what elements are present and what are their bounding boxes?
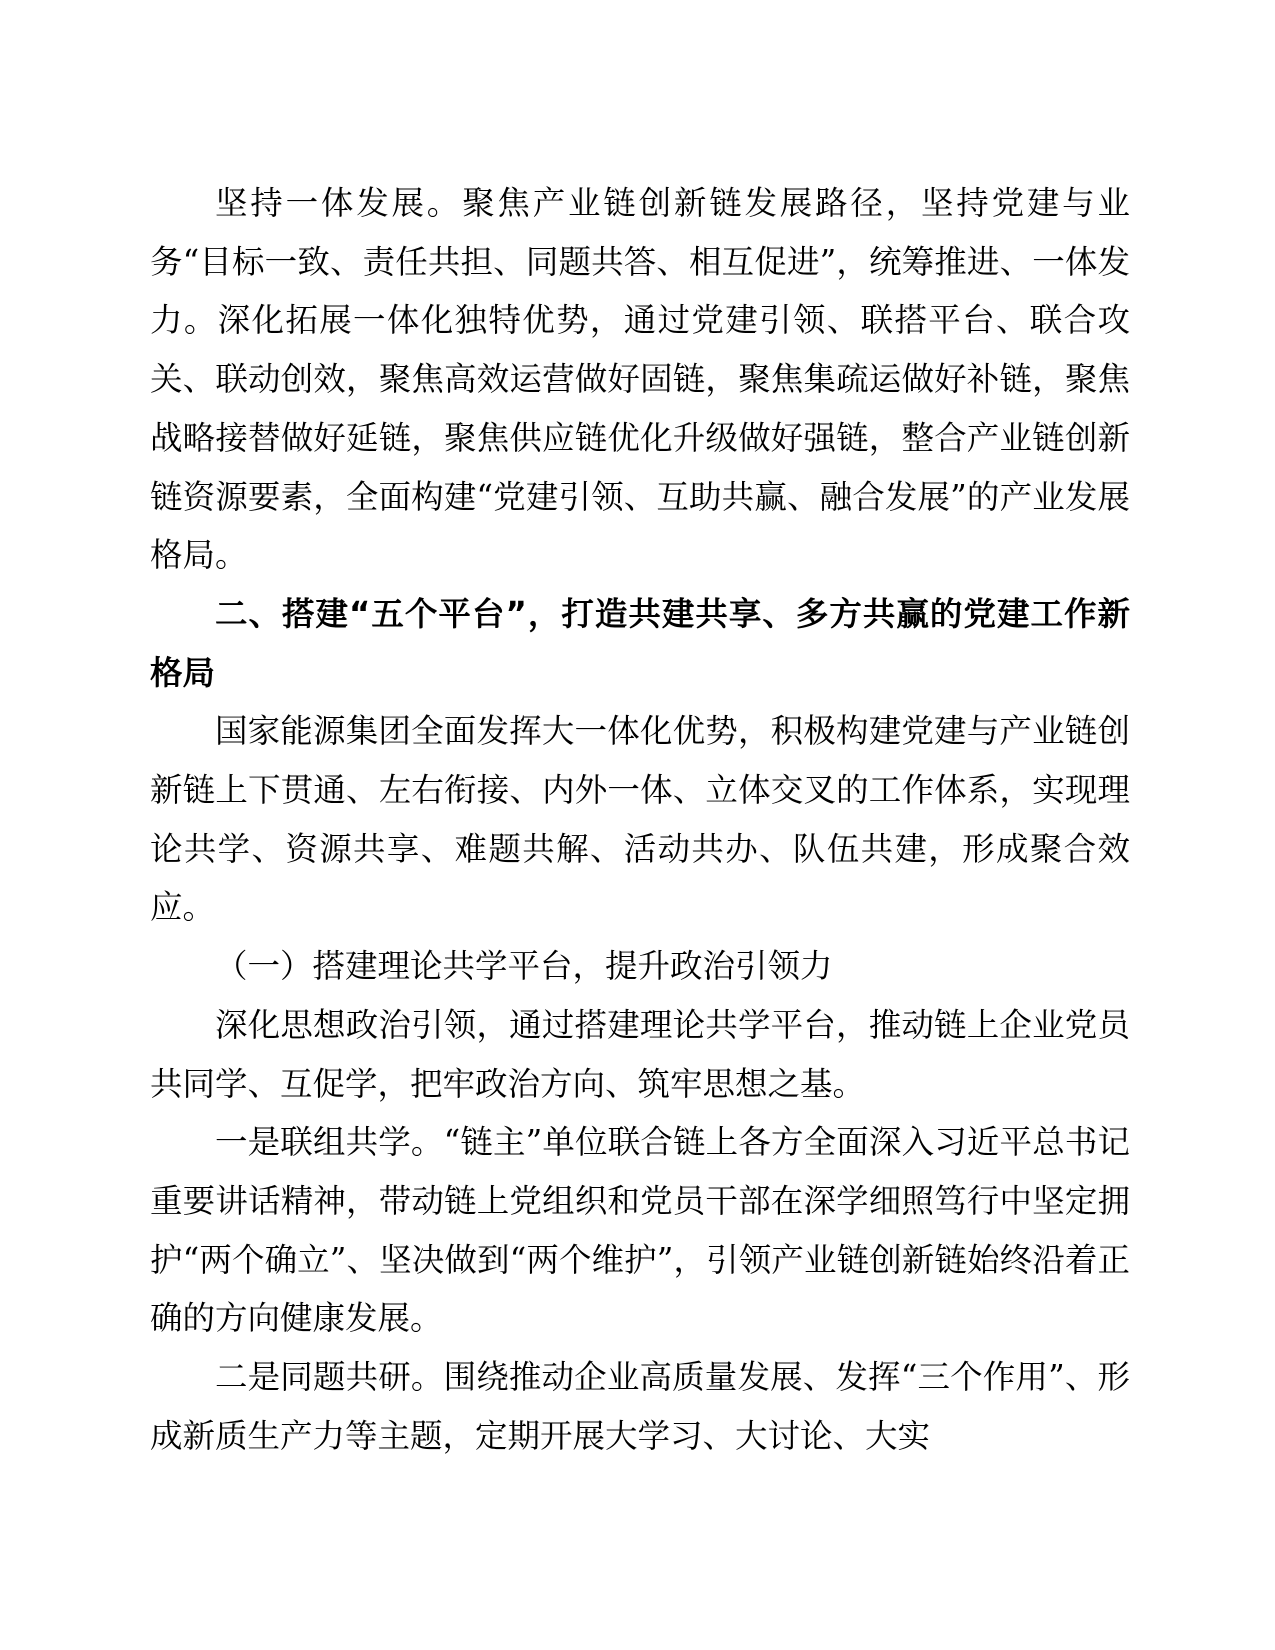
paragraph-joint-study: 一是联组共学。“链主”单位联合链上各方全面深入习近平总书记重要讲话精神，带动链上党组织和党员干部在深学细照笃行中坚定拥护“两个确立”、坚决做到“两个维护”，引领产业链创新链始终沿着正确的方向健康发展。 <box>150 1123 1130 1338</box>
paragraph-joint-research: 二是同题共研。围绕推动企业高质量发展、发挥“三个作用”、形成新质生产力等主题，定期开展大学习、大讨论、大实 <box>150 1358 1130 1455</box>
section-heading-five-platforms: 二、搭建“五个平台”，打造共建共享、多方共赢的党建工作新格局 <box>150 594 1130 692</box>
document-page <box>150 174 1130 1465</box>
subheading-theory-platform: （一）搭建理论共学平台，提升政治引领力 <box>215 947 833 986</box>
paragraph-integrated-development: 坚持一体发展。聚焦产业链创新链发展路径，坚持党建与业务“目标一致、责任共担、同题共答、相互促进”，统筹推进、一体发力。深化拓展一体化独特优势，通过党建引领、联搭平台、联合攻关、联动创效，聚焦高效运营做好固链，聚焦集疏运做好补链，聚焦战略接替做好延链，聚焦供应链优化升级做好强链，整合产业链创新链资源要素，全面构建“党建引领、互助共赢、融合发展”的产业发展格局。 <box>150 184 1130 575</box>
paragraph-ideological-guidance: 深化思想政治引领，通过搭建理论共学平台，推动链上企业党员共同学、互促学，把牢政治方向、筑牢思想之基。 <box>150 1005 1130 1103</box>
paragraph-group-advantage: 国家能源集团全面发挥大一体化优势，积极构建党建与产业链创新链上下贯通、左右衔接、内外一体、立体交叉的工作体系，实现理论共学、资源共享、难题共解、活动共办、队伍共建，形成聚合效应。 <box>150 712 1130 927</box>
